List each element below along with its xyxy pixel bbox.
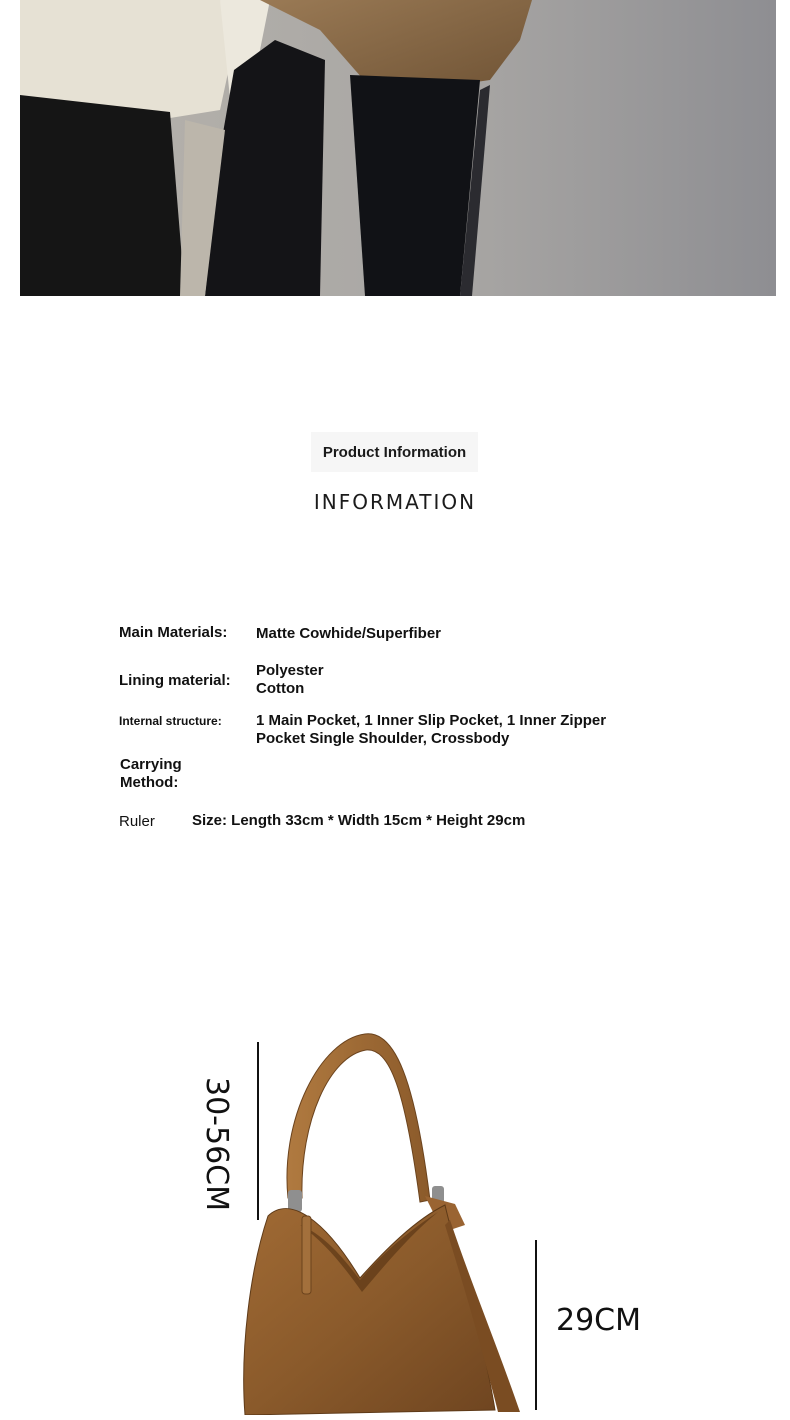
info-heading: INFORMATION (313, 490, 477, 514)
spec-main-materials-label: Main Materials: (119, 624, 228, 641)
spec-carrying-label-1: Carrying (120, 756, 182, 773)
section-title: Product Information (311, 432, 478, 472)
spec-internal-value-2: Pocket Single Shoulder, Crossbody (256, 730, 510, 747)
lifestyle-photo (20, 0, 776, 296)
spec-main-materials-value: Matte Cowhide/Superfiber (256, 625, 442, 642)
spec-lining-label: Lining material: (119, 672, 231, 689)
spec-ruler-label: Ruler (119, 813, 155, 830)
lifestyle-photo-art (20, 0, 776, 296)
spec-lining-value-2: Cotton (256, 680, 305, 697)
spec-ruler-value: Size: Length 33cm * Width 15cm * Height 29cm (192, 812, 526, 829)
spec-lining-value-1: Polyester (256, 662, 324, 679)
strap-dimension-label: 30-56CM (199, 1077, 234, 1212)
bag-art (150, 1020, 710, 1415)
spec-internal-label: Internal structure: (119, 714, 222, 728)
spec-internal-value-1: 1 Main Pocket, 1 Inner Slip Pocket, 1 Inner Zipper (256, 712, 607, 729)
height-dimension-label: 29CM (556, 1303, 642, 1338)
height-dimension-line (535, 1240, 537, 1410)
bag-image (150, 1020, 710, 1415)
spec-carrying-label-2: Method: (120, 774, 179, 791)
strap-dimension-line (257, 1042, 259, 1220)
